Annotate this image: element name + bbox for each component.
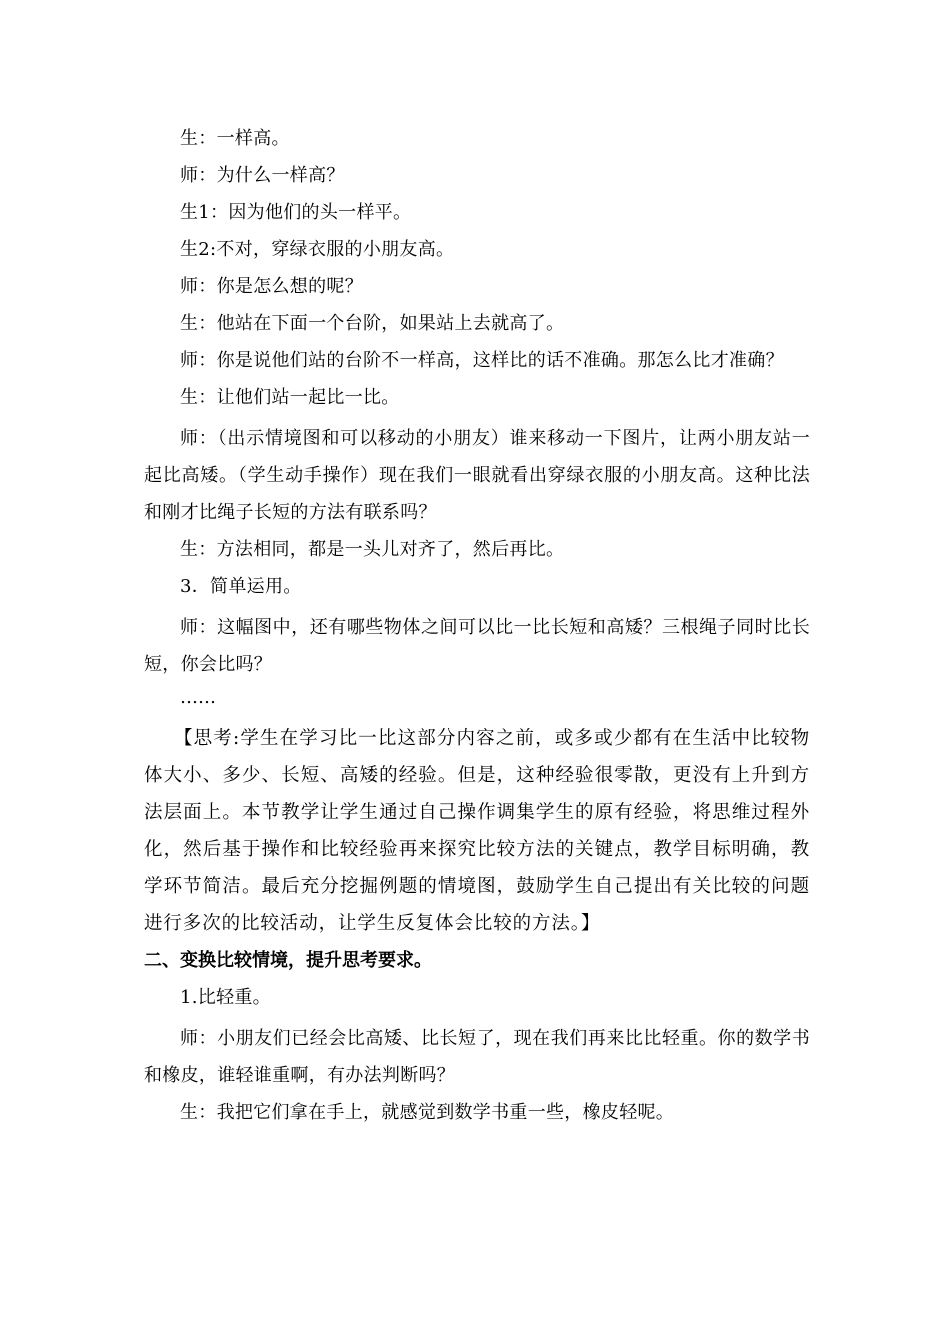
dialogue-line: 师：小朋友们已经会比高矮、比长短了，现在我们再来比比轻重。你的数学书和橡皮，谁轻谁重啊，有办法判断吗？ [144, 1028, 810, 1086]
dialogue-line: 师：（出示情境图和可以移动的小朋友）谁来移动一下图片，让两小朋友站一起比高矮。（学生动手操作）现在我们一眼就看出穿绿衣服的小朋友高。这种比法和刚才比绳子长短的方法有联系吗？ [144, 428, 810, 523]
dialogue-line: 生2:不对，穿绿衣服的小朋友高。 [180, 239, 455, 260]
ellipsis: …… [180, 687, 216, 708]
subsection-title: 1.比轻重。 [180, 987, 271, 1008]
section-heading: 二、变换比较情境，提升思考要求。 [144, 950, 432, 971]
dialogue-line: 生：让他们站一起比一比。 [180, 387, 400, 408]
dialogue-line: 生1：因为他们的头一样平。 [180, 202, 412, 223]
reflection-paragraph: 【思考:学生在学习比一比这部分内容之前，或多或少都有在生活中比较物体大小、多少、长短、高矮的经验。但是，这种经验很零散，更没有上升到方法层面上。本节教学让学生通过自己操作调集学生的原有经验，将思维过程外化，然后基于操作和比较经验再来探究比较方法的关键点，教学目标明确，教学环节简洁。最后充分挖掘例题的情境图，鼓励学生自己提出有关比较的问题进行多次的比较活动，让学生反复体会比较的方法。】 [144, 728, 810, 934]
dialogue-line: 生：我把它们拿在手上，就感觉到数学书重一些，橡皮轻呢。 [180, 1102, 675, 1123]
subsection-title: 3．简单运用。 [180, 576, 302, 597]
dialogue-line: 生：他站在下面一个台阶，如果站上去就高了。 [180, 313, 565, 334]
dialogue-line: 师：为什么一样高？ [180, 165, 345, 186]
document-page [144, 124, 810, 1135]
dialogue-line: 师：你是说他们站的台阶不一样高，这样比的话不准确。那怎么比才准确？ [180, 350, 784, 371]
dialogue-line: 生：方法相同，都是一头儿对齐了，然后再比。 [180, 539, 565, 560]
dialogue-line: 师：这幅图中，还有哪些物体之间可以比一比长短和高矮？三根绳子同时比长短，你会比吗？ [144, 617, 810, 675]
dialogue-line: 生：一样高。 [180, 128, 290, 149]
dialogue-line: 师：你是怎么想的呢？ [180, 276, 363, 297]
